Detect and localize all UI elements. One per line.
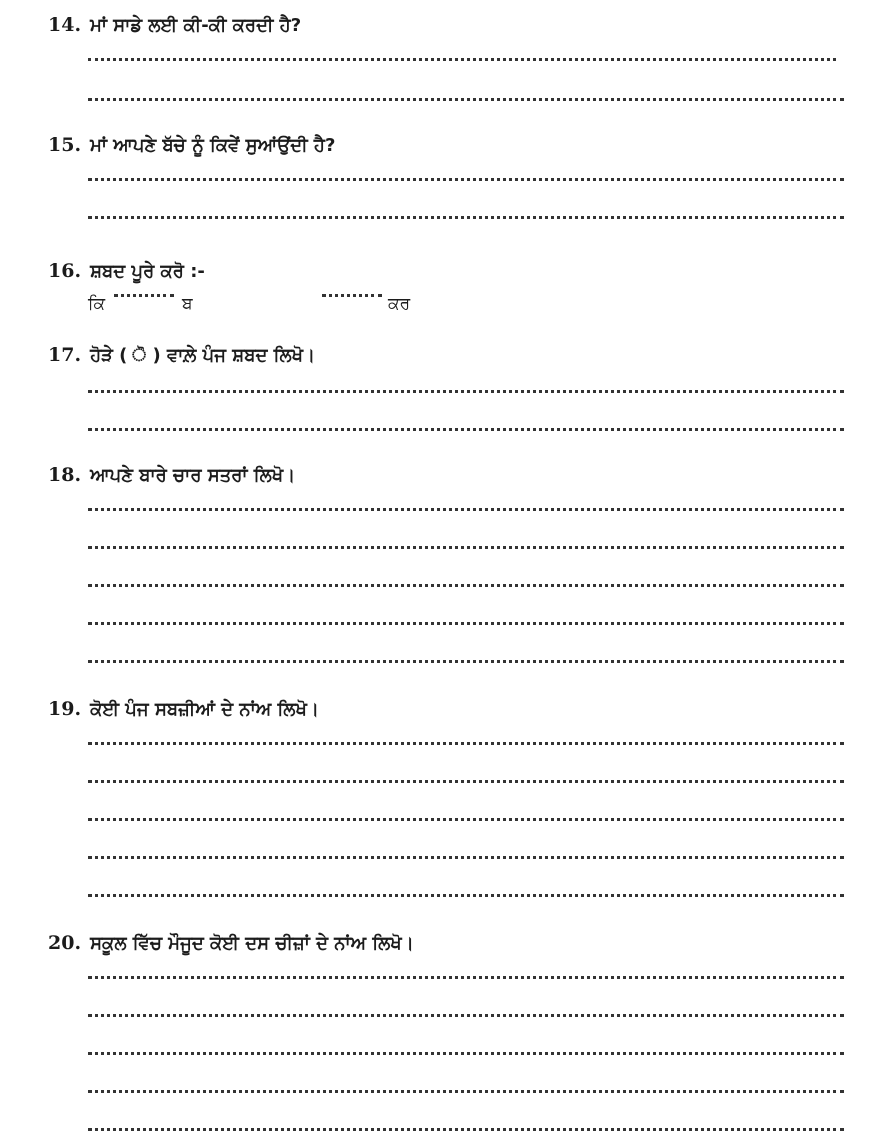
question-20 bbox=[48, 932, 414, 954]
answer-line[interactable] bbox=[88, 976, 844, 979]
word-fill-start: ਕਿ bbox=[88, 294, 106, 314]
question-15 bbox=[48, 134, 335, 156]
question-number: 16. bbox=[48, 260, 82, 282]
question-text: ਸ਼ਬਦ ਪੂਰੇ ਕਰੋ :- bbox=[90, 261, 205, 282]
answer-line[interactable] bbox=[88, 1052, 844, 1055]
answer-line[interactable] bbox=[88, 742, 844, 745]
word-fill-blank-2[interactable] bbox=[322, 294, 382, 297]
question-number: 14. bbox=[48, 14, 82, 36]
answer-line[interactable] bbox=[88, 856, 844, 859]
question-17 bbox=[48, 344, 315, 366]
answer-line[interactable] bbox=[88, 98, 844, 101]
answer-line[interactable] bbox=[88, 584, 844, 587]
answer-line[interactable] bbox=[88, 216, 844, 219]
question-text: ਹੋੜੇ ( ੋ ) ਵਾਲ਼ੇ ਪੰਜ ਸ਼ਬਦ ਲਿਖੋ। bbox=[90, 345, 316, 366]
answer-line[interactable] bbox=[88, 508, 844, 511]
answer-line[interactable] bbox=[88, 178, 844, 181]
question-number: 20. bbox=[48, 932, 82, 954]
answer-line[interactable] bbox=[88, 622, 844, 625]
answer-line[interactable] bbox=[88, 1090, 844, 1093]
answer-line[interactable] bbox=[88, 1014, 844, 1017]
question-number: 15. bbox=[48, 134, 82, 156]
answer-line[interactable] bbox=[88, 390, 844, 393]
word-fill-blank-1[interactable] bbox=[114, 294, 174, 297]
answer-line[interactable] bbox=[88, 818, 844, 821]
answer-line[interactable] bbox=[88, 58, 836, 61]
word-fill-end: ਬ bbox=[182, 294, 193, 314]
answer-line[interactable] bbox=[88, 780, 844, 783]
question-text: ਸਕੂਲ ਵਿੱਚ ਮੌਜੂਦ ਕੋਈ ਦਸ ਚੀਜ਼ਾਂ ਦੇ ਨਾਂਅ ਲਿਖੋ। bbox=[90, 933, 414, 954]
answer-line[interactable] bbox=[88, 428, 844, 431]
question-number: 18. bbox=[48, 464, 82, 486]
answer-line[interactable] bbox=[88, 894, 844, 897]
question-19 bbox=[48, 698, 319, 720]
question-14 bbox=[48, 14, 301, 36]
answer-line[interactable] bbox=[88, 660, 844, 663]
question-text: ਕੋਈ ਪੰਜ ਸਬਜ਼ੀਆਂ ਦੇ ਨਾਂਅ ਲਿਖੋ। bbox=[90, 699, 319, 720]
word-fill-end-2: ਕਰ bbox=[388, 294, 411, 314]
question-16 bbox=[48, 260, 205, 282]
question-text: ਮਾਂ ਆਪਣੇ ਬੱਚੇ ਨੂੰ ਕਿਵੇਂ ਸੁਆਂਉਂਦੀ ਹੈ? bbox=[90, 135, 336, 156]
question-number: 19. bbox=[48, 698, 82, 720]
question-text: ਮਾਂ ਸਾਡੇ ਲਈ ਕੀ-ਕੀ ਕਰਦੀ ਹੈ? bbox=[90, 15, 302, 36]
question-18 bbox=[48, 464, 295, 486]
question-number: 17. bbox=[48, 344, 82, 366]
question-text: ਆਪਣੇ ਬਾਰੇ ਚਾਰ ਸਤਰਾਂ ਲਿਖੋ। bbox=[90, 465, 296, 486]
answer-line[interactable] bbox=[88, 546, 844, 549]
answer-line[interactable] bbox=[88, 1128, 844, 1131]
